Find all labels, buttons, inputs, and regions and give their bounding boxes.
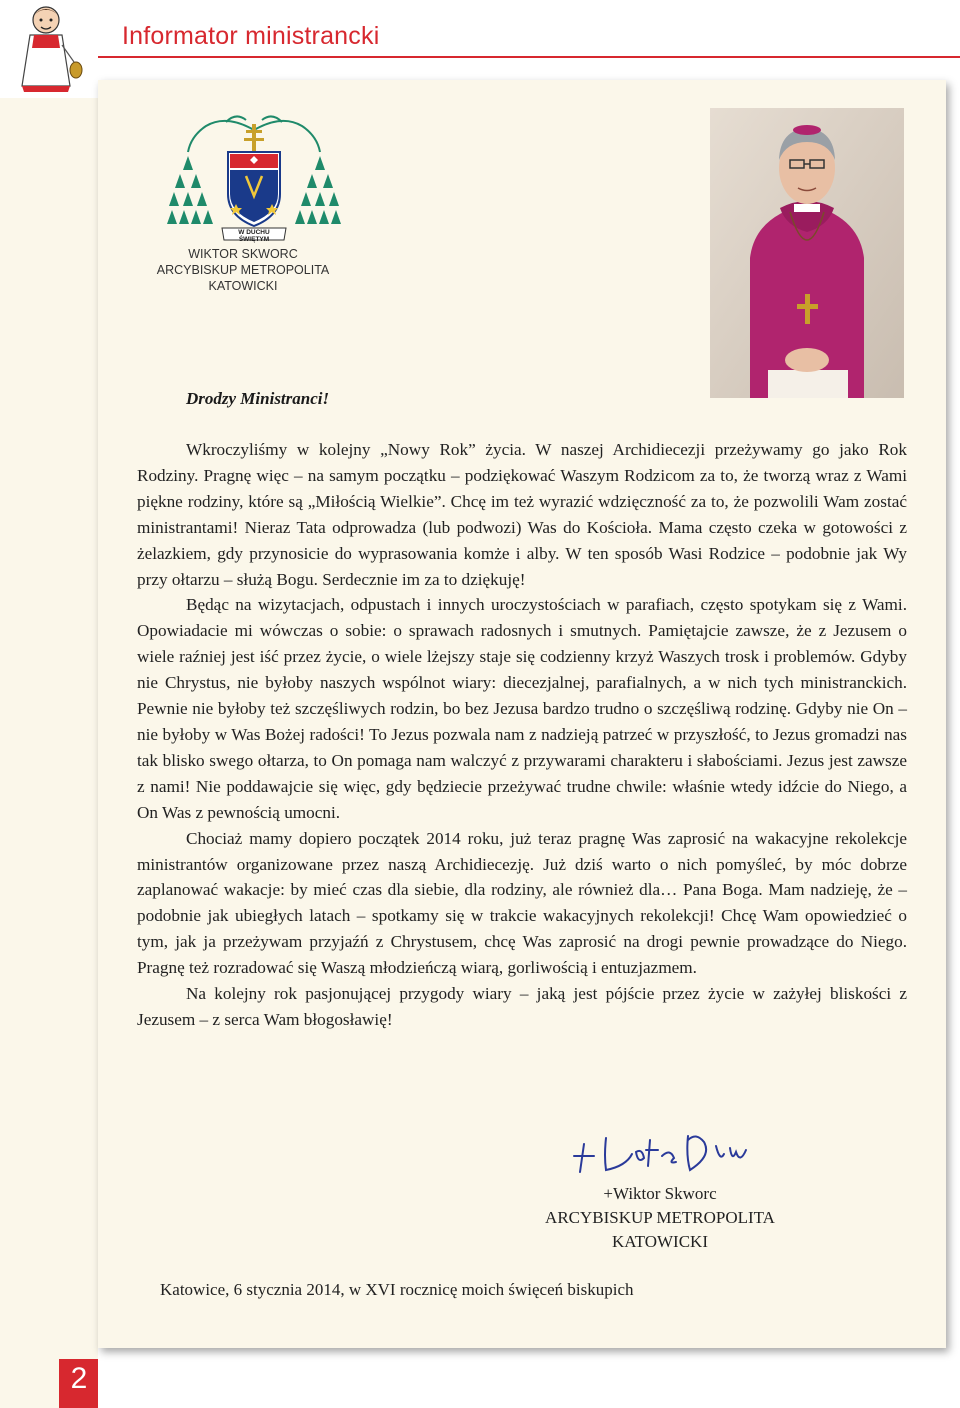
handwritten-signature bbox=[566, 1126, 756, 1178]
coat-motto: W DUCHU ŚWIĘTYM bbox=[238, 229, 270, 243]
signer-name: +Wiktor Skworc bbox=[603, 1184, 717, 1203]
letter-paragraph: Wkroczyliśmy w kolejny „Nowy Rok” życia. W naszej Archidiecezji przeżywamy go jako Rok Rodziny. Pragnę więc – na samym początku – podziękować Waszym Rodzicom za to, że tworzą wraz z Wami piękne rodziny, które są „Miłością Wielkie”. Chcę im też wyrazić wdzięczność za to, że pozwolili Wam zostać ministrantami! Nieraz Tata odprowadza (lub podwozi) Was do Kościoła. Mama często czeka w gotowości z żelazkiem, gdy przynosicie do wyprasowania komże i alby. W ten sposób Wasi Rodzice – podobnie jak Wy przy ołtarzu – służą Bogu. Serdecznie im za to dziękuję! bbox=[137, 440, 907, 589]
letter-paragraph: Będąc na wizytacjach, odpustach i innych uroczystościach w parafiach, często spotykam się z Wami. Opowiadacie mi wówczas o sobie: o sprawach radosnych i smutnych. Pamiętajcie zawsze, że z Jezusem o wiele raźniej jest iść przez życie, o wiele lżejszy staje się codzienny krzyż Waszych trosk i problemów. Gdyby nie Chrystus, nie byłoby naszych wspólnot wiary: diecezjalnej, parafialnych, a w nich tych ministranckich. Pewnie nie byłoby też szczęśliwych rodzin, bo bez Jezusa bardzo trudno o szczęśliwą rodzinę. Gdyby nie On – nie byłoby w Was Bożej radości! To Jezus pozwala nam z nadzieją patrzeć w przyszłość, to Jezus gromadzi nas tak blisko swego ołtarza, to On pomaga nam walczyć z przywarami charakteru i słabościami. Jezus jest zawsze z nami! Nie poddawajcie się więc, gdy będziecie przeżywać trudne chwile: właśnie wtedy idźcie do Niego, a On Was z pewnością umocni. bbox=[137, 595, 907, 822]
letter-paragraph: Na kolejny rok pasjonującej przygody wiary – jaką jest pójście przez życie w zażyłej bliskości z Jezusem – z serca Wam błogosławię! bbox=[137, 984, 907, 1029]
coat-caption-name: WIKTOR SKWORC bbox=[188, 247, 298, 261]
coat-caption bbox=[138, 246, 348, 294]
coat-caption-city: KATOWICKI bbox=[208, 279, 278, 293]
signer-title: ARCYBISKUP METROPOLITA bbox=[545, 1208, 775, 1227]
page-side-strip bbox=[0, 0, 98, 1408]
coat-caption-title: ARCYBISKUP METROPOLITA bbox=[156, 263, 330, 277]
header-rule bbox=[98, 56, 960, 58]
altar-server-mascot bbox=[0, 0, 98, 98]
letter-body bbox=[137, 437, 907, 1033]
signer-diocese: KATOWICKI bbox=[611, 1232, 708, 1251]
archbishop-coat-of-arms bbox=[166, 112, 342, 252]
letter-greeting: Drodzy Ministranci! bbox=[186, 389, 330, 408]
header-title: Informator ministrancki bbox=[122, 22, 380, 50]
archbishop-portrait-photo bbox=[710, 108, 904, 398]
signature-block bbox=[520, 1182, 800, 1254]
letter-paragraph: Chociaż mamy dopiero początek 2014 roku, już teraz pragnę Was zaprosić na wakacyjne rekolekcje ministrantów organizowane przez naszą Archidiecezję. Już dziś warto o nich pomyśleć, by móc dobrze zaplanować wakacje: by mieć czas dla siebie, dla rodziny, ale również dla… Pana Boga. Mam nadzieję, że – podobnie jak ubiegłych latach – spotkamy się w trakcie wakacyjnych rekolekcji! Chcę Wam opowiedzieć o tym, jak ja przeżywam przyjaźń z Chrystusem, chcę Was zaprosić na drogi pewnie prowadzące do Niego. Pragnę też rozradować się Waszą młodzieńczą wiarą, gorliwością i entuzjazmem. bbox=[137, 828, 907, 978]
page-number: 2 bbox=[70, 1362, 88, 1395]
letter-date-line: Katowice, 6 stycznia 2014, w XVI rocznicę moich święceń biskupich bbox=[160, 1280, 634, 1299]
